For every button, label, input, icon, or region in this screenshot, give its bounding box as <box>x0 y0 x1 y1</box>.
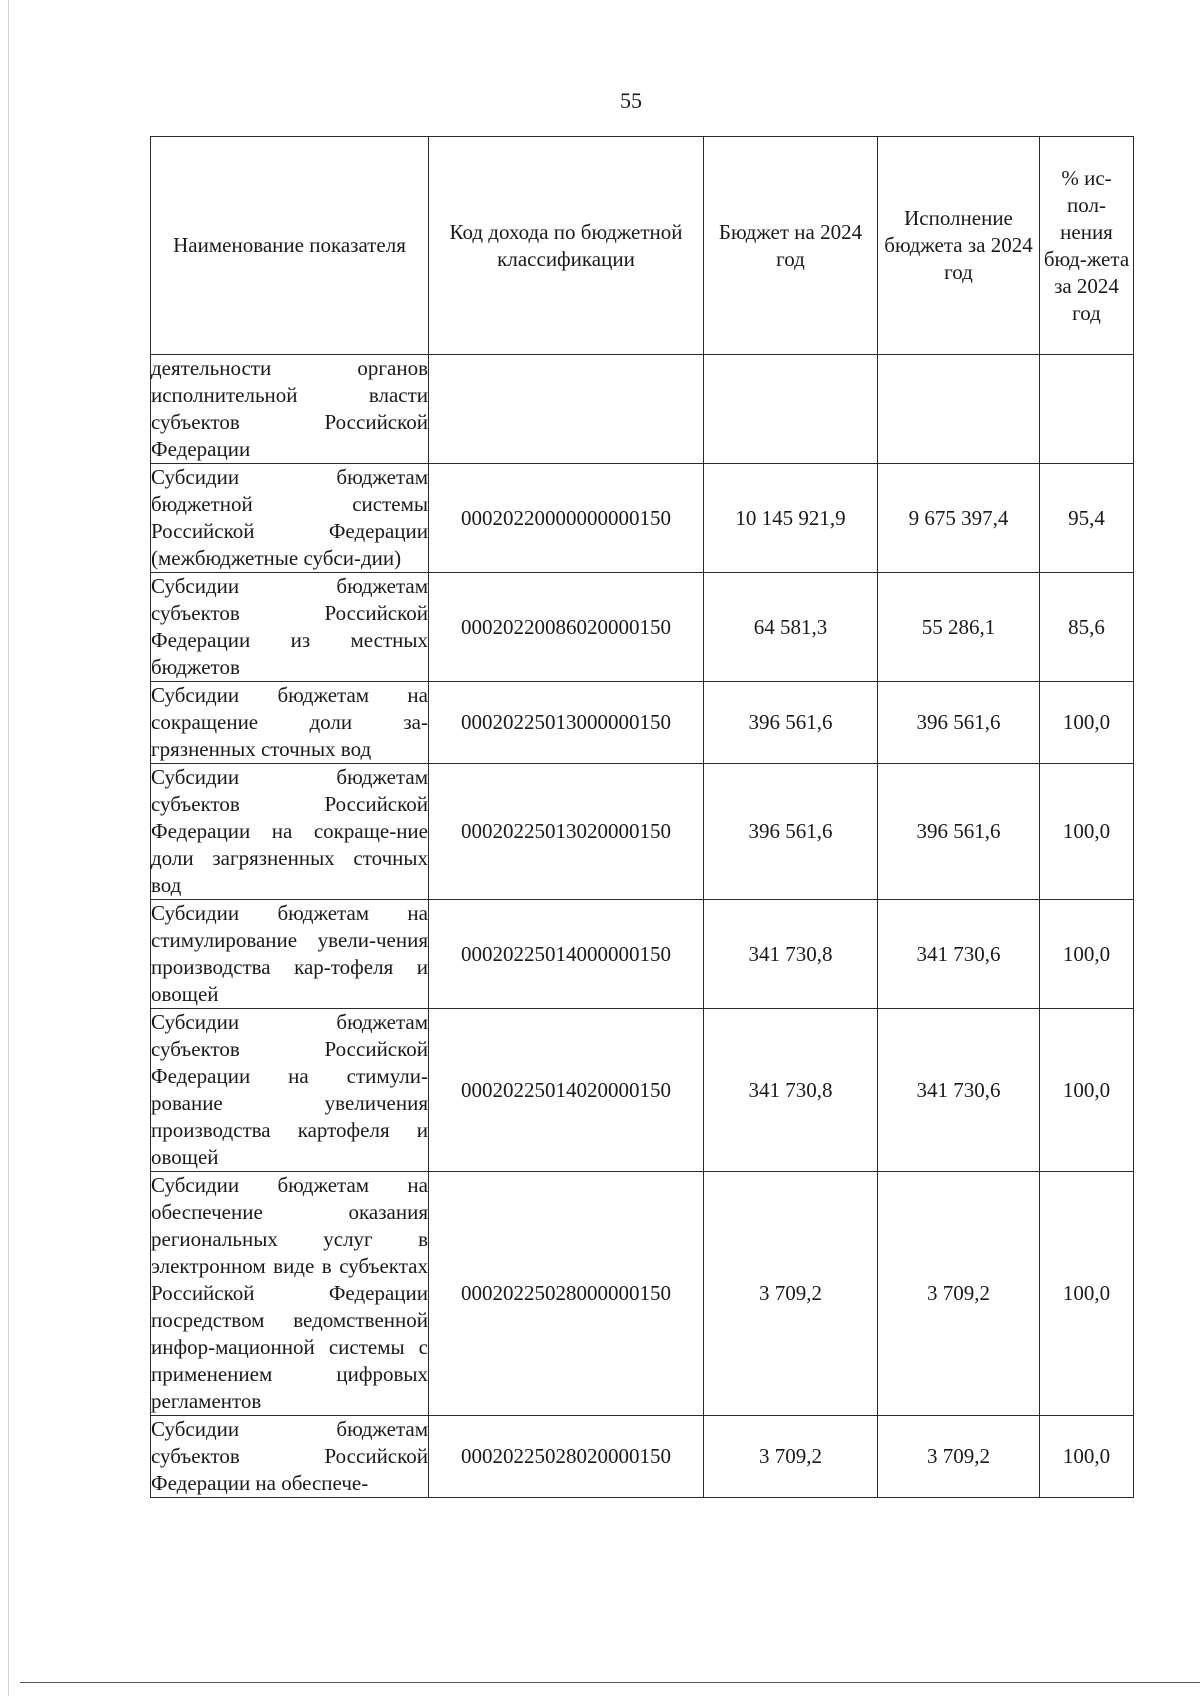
table-row <box>151 355 1134 464</box>
cell-name: деятельности органов исполнительной власти субъектов Российской Федерации <box>151 355 429 464</box>
table-row <box>151 764 1134 900</box>
header-code: Код дохода по бюджетной классификации <box>429 137 704 355</box>
cell-code: 00020225013020000150 <box>429 764 704 900</box>
table-row <box>151 464 1134 573</box>
cell-code: 00020225014020000150 <box>429 1009 704 1172</box>
cell-budget <box>704 355 878 464</box>
cell-execution: 396 561,6 <box>878 682 1040 764</box>
cell-execution: 55 286,1 <box>878 573 1040 682</box>
header-execution: Исполнение бюджета за 2024 год <box>878 137 1040 355</box>
cell-budget: 3 709,2 <box>704 1416 878 1498</box>
cell-percent: 100,0 <box>1040 900 1134 1009</box>
cell-execution <box>878 355 1040 464</box>
header-budget: Бюджет на 2024 год <box>704 137 878 355</box>
table-header-row <box>151 137 1134 355</box>
cell-name: Субсидии бюджетам на стимулирование увели-чения производства кар-тофеля и овощей <box>151 900 429 1009</box>
cell-budget: 64 581,3 <box>704 573 878 682</box>
table-row <box>151 573 1134 682</box>
cell-percent: 100,0 <box>1040 1009 1134 1172</box>
cell-code: 00020220000000000150 <box>429 464 704 573</box>
cell-execution: 3 709,2 <box>878 1416 1040 1498</box>
cell-percent: 95,4 <box>1040 464 1134 573</box>
cell-budget: 10 145 921,9 <box>704 464 878 573</box>
cell-code: 00020225013000000150 <box>429 682 704 764</box>
cell-execution: 3 709,2 <box>878 1172 1040 1416</box>
cell-budget: 341 730,8 <box>704 1009 878 1172</box>
cell-budget: 396 561,6 <box>704 764 878 900</box>
cell-code: 00020225014000000150 <box>429 900 704 1009</box>
cell-code: 00020225028000000150 <box>429 1172 704 1416</box>
cell-budget: 341 730,8 <box>704 900 878 1009</box>
table-row <box>151 1416 1134 1498</box>
cell-code: 00020225028020000150 <box>429 1416 704 1498</box>
cell-execution: 9 675 397,4 <box>878 464 1040 573</box>
table-row <box>151 1009 1134 1172</box>
cell-code <box>429 355 704 464</box>
cell-percent: 100,0 <box>1040 682 1134 764</box>
budget-table <box>150 136 1134 1498</box>
cell-name: Субсидии бюджетам бюджетной системы Российской Федерации (межбюджетные субси-дии) <box>151 464 429 573</box>
cell-budget: 3 709,2 <box>704 1172 878 1416</box>
cell-name: Субсидии бюджетам субъектов Российской Федерации на обеспече- <box>151 1416 429 1498</box>
cell-execution: 341 730,6 <box>878 900 1040 1009</box>
cell-name: Субсидии бюджетам субъектов Российской Федерации на сокраще-ние доли загрязненных сточных вод <box>151 764 429 900</box>
cell-name: Субсидии бюджетам на сокращение доли за-грязненных сточных вод <box>151 682 429 764</box>
header-percent: % ис-пол-нения бюд-жета за 2024 год <box>1040 137 1134 355</box>
page-number: 55 <box>620 88 642 113</box>
cell-execution: 396 561,6 <box>878 764 1040 900</box>
header-name: Наименование показателя <box>151 137 429 355</box>
table-row <box>151 1172 1134 1416</box>
cell-percent: 100,0 <box>1040 764 1134 900</box>
bottom-divider <box>20 1682 1200 1683</box>
cell-percent: 85,6 <box>1040 573 1134 682</box>
cell-name: Субсидии бюджетам на обеспечение оказания региональных услуг в электронном виде в субъектах Российской Федерации посредством ведомственной инфор-мационной системы с применением цифровых регламентов <box>151 1172 429 1416</box>
table-row <box>151 900 1134 1009</box>
table-row <box>151 682 1134 764</box>
cell-execution: 341 730,6 <box>878 1009 1040 1172</box>
cell-percent <box>1040 355 1134 464</box>
cell-budget: 396 561,6 <box>704 682 878 764</box>
scan-edge-line <box>8 0 9 1696</box>
cell-name: Субсидии бюджетам субъектов Российской Федерации на стимули-рование увеличения производства картофеля и овощей <box>151 1009 429 1172</box>
cell-name: Субсидии бюджетам субъектов Российской Федерации из местных бюджетов <box>151 573 429 682</box>
cell-percent: 100,0 <box>1040 1416 1134 1498</box>
cell-code: 00020220086020000150 <box>429 573 704 682</box>
cell-percent: 100,0 <box>1040 1172 1134 1416</box>
